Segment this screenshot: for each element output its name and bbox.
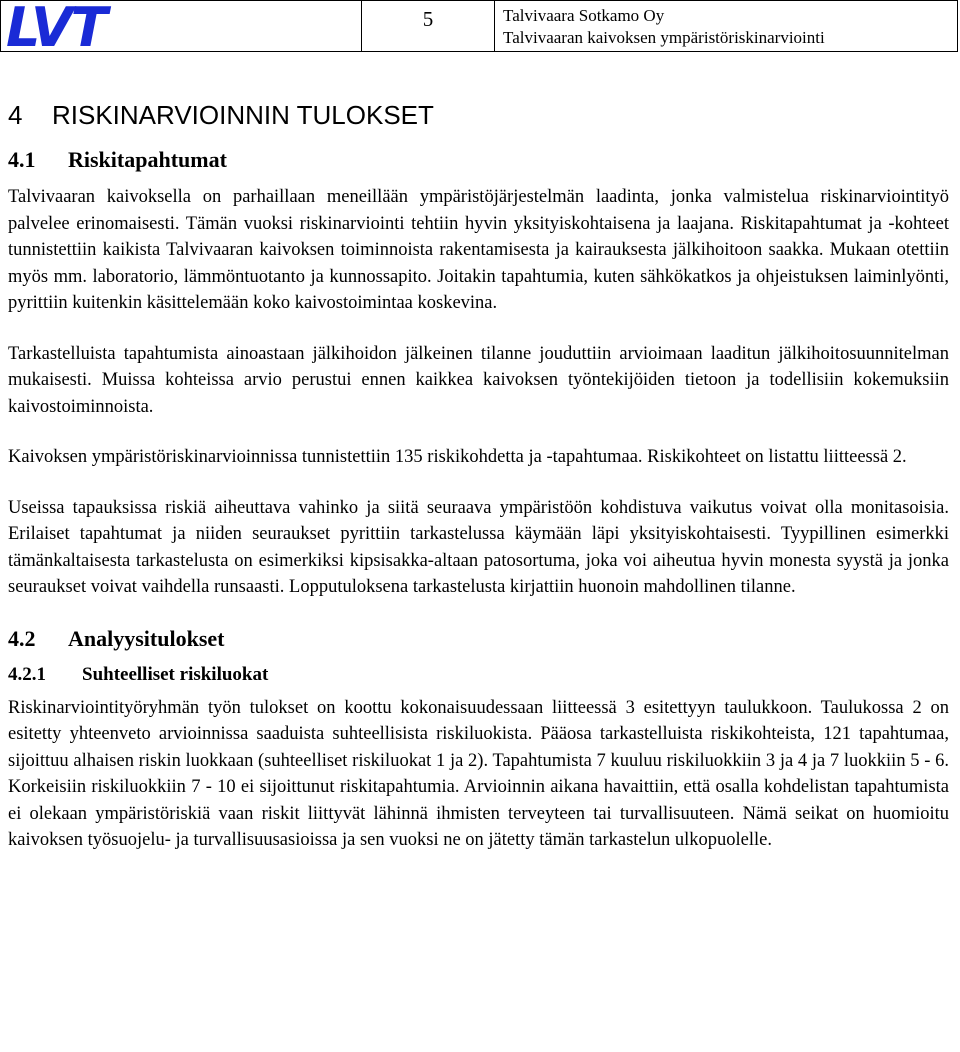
company-logo: LVT bbox=[6, 0, 106, 59]
company-name: Talvivaara Sotkamo Oy bbox=[503, 6, 665, 25]
chapter-number: 4 bbox=[8, 100, 23, 130]
document-title: Talvivaaran kaivoksen ympäristöriskinarviointi bbox=[503, 28, 825, 47]
section-number: 4.1 bbox=[8, 147, 36, 172]
section-title: Analyysitulokset bbox=[68, 625, 225, 651]
section-number: 4.2 bbox=[8, 625, 36, 651]
document-body bbox=[8, 100, 949, 878]
subsection-number: 4.2.1 bbox=[8, 663, 46, 685]
section-heading-riskitapahtumat bbox=[8, 146, 949, 174]
page-header bbox=[0, 0, 958, 59]
chapter-heading bbox=[8, 100, 949, 130]
subsection-heading bbox=[8, 663, 949, 687]
paragraph: Useissa tapauksissa riskiä aiheuttava vahinko ja siitä seuraava ympäristöön kohdistuva vaikutus voivat olla monitasoisia. Erilaiset tapahtumat ja niiden seuraukset pyrittiin tarkastelussa käymään läpi yksityiskohtaisesti. Tyypillinen esimerkki tämänkaltaisesta tarkastelusta on esimerkiksi kipsisakka-altaan patosortuma, joka voi aiheutua hyvin monesta syystä ja jonka seuraukset voivat vaihdella runsaasti. Lopputuloksena tarkastelusta kirjattiin huonoin mahdollinen tilanne. bbox=[8, 497, 949, 597]
paragraph: Talvivaaran kaivoksella on parhaillaan meneillään ympäristöjärjestelmän laadinta, jonka valmistelua riskinarviointityö palvelee erinomaisesti. Tämän vuoksi riskinarviointi tehtiin hyvin yksityiskohtaisena ja laajana. Riskitapahtumat ja -kohteet tunnistettiin kaikista Talvivaaran kaivoksen toiminnoista rakentamisesta ja kairauksesta jälkihoitoon saakka. Mukaan otettiin myös mm. laboratorio, lämmöntuotanto ja kunnossapito. Joitakin tapahtumia, kuten sähkökatkos ja ohjeistuksen laiminlyönti, pyrittiin kuitenkin käsittelemään koko kaivostoimintaa koskevina. bbox=[8, 187, 949, 313]
subsection-title: Suhteelliset riskiluokat bbox=[82, 663, 269, 685]
page-number: 5 bbox=[362, 1, 495, 52]
section-title: Riskitapahtumat bbox=[68, 147, 227, 172]
header-title-cell bbox=[495, 1, 958, 52]
section-heading-analyysitulokset bbox=[8, 625, 949, 653]
chapter-title: RISKINARVIOINNIN TULOKSET bbox=[52, 100, 434, 130]
logo-cell bbox=[1, 0, 362, 59]
paragraph: Tarkastelluista tapahtumista ainoastaan jälkihoidon jälkeinen tilanne jouduttiin arvioimaan laaditun jälkihoitosuunnitelman mukaisesti. Muissa kohteissa arvio perustui ennen kaikkea kaivoksen työntekijöiden tietoon ja todellisiin kokemuksiin kaivostoiminnoista. bbox=[8, 343, 949, 417]
paragraph: Riskinarviointityöryhmän työn tulokset on koottu kokonaisuudessaan liitteessä 3 esitettyyn taulukkoon. Taulukossa 2 on esitetty yhteenveto arvioinnissa saaduista suhteellisista riskiluokista. Pääosa tarkastelluista riskikohteista, 121 tapahtumaa, sijoittuu alhaisen riskin luokkaan (suhteelliset riskiluokat 1 ja 2). Tapahtumista 7 kuuluu riskiluokkiin 3 ja 4 ja 7 luokkiin 5 - 6. Korkeisiin riskiluokkiin 7 - 10 ei sijoittunut riskitapahtumia. Arvioinnin aikana havaittiin, että osalla kohdelistan tapahtumista ei olekaan ympäristöriskiä vaan riskit liittyvät lähinnä ihmisten terveyteen tai turvallisuuteen. Nämä seikat on huomioitu kaivoksen työsuojelu- ja turvallisuusasioissa ja sen vuoksi ne on jätetty tämän tarkastelun ulkopuolelle. bbox=[8, 697, 949, 850]
paragraph: Kaivoksen ympäristöriskinarvioinnissa tunnistettiin 135 riskikohdetta ja -tapahtumaa. Riskikohteet on listattu liitteessä 2. bbox=[8, 447, 907, 467]
